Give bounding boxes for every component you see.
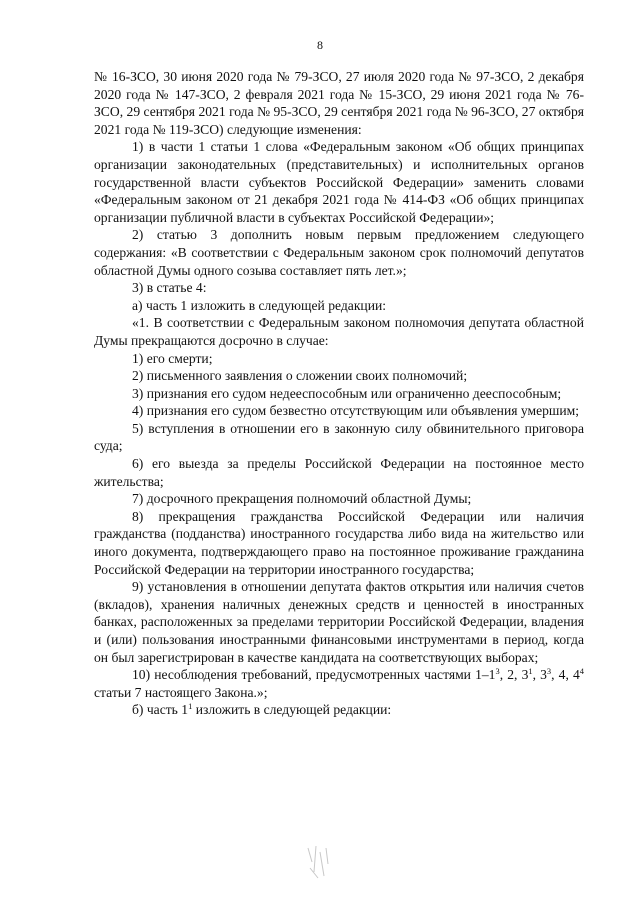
- superscript-1-b: 1: [188, 701, 193, 712]
- paragraph-case-1: 1) его смерти;: [132, 350, 213, 366]
- paragraph-item-1: 1) в части 1 статьи 1 слова «Федеральным законом «Об общих принципах организации законодательных (представительных) и исполнительных органов государственной власти субъектов Российской Федерации» заменить словами «Федеральным законом от 21 декабря 2021 года № 414-ФЗ «Об общих принципах организации публичной власти в субъектах Российской Федерации»;: [94, 139, 584, 225]
- paragraph-continuation: № 16-ЗСО, 30 июня 2020 года № 79-ЗСО, 27 июля 2020 года № 97-ЗСО, 2 декабря 2020 года № 147-ЗСО, 2 февраля 2021 года № 15-ЗСО, 29 июня 2021 года № 76-ЗСО, 29 сентября 2021 года № 95-ЗСО, 29 сентября 2021 года № 96-ЗСО, 27 октября 2021 года № 119-ЗСО) следующие изменения:: [94, 69, 584, 137]
- superscript-4: 4: [579, 666, 584, 677]
- case-10-mid-c: , 4, 4: [551, 667, 580, 683]
- paragraph-case-10: [94, 666, 584, 701]
- faint-scan-mark: [302, 842, 338, 882]
- paragraph-case-6: 6) его выезда за пределы Российской Федерации на постоянное место жительства;: [94, 456, 584, 489]
- paragraph-case-3: 3) признания его судом недееспособным или ограниченно дееспособным;: [132, 385, 562, 401]
- paragraph-item-3: 3) в статье 4:: [132, 280, 207, 296]
- paragraph-case-7: 7) досрочного прекращения полномочий областной Думы;: [132, 491, 472, 507]
- paragraph-case-2: 2) письменного заявления о сложении своих полномочий;: [132, 368, 468, 384]
- case-10-mid-b: , 3: [532, 667, 547, 683]
- superscript-3b: 3: [546, 666, 552, 677]
- page-number: 8: [317, 38, 323, 52]
- case-10-prefix: 10) несоблюдения требований, предусмотренных частями 1–1: [132, 667, 496, 683]
- paragraph-case-4: 4) признания его судом безвестно отсутствующим или объявления умершим;: [132, 403, 580, 419]
- paragraph-item-b: [94, 701, 584, 719]
- paragraph-item-2: 2) статью 3 дополнить новым первым предложением следующего содержания: «В соответствии с Федеральным законом срок полномочий депутатов областной Думы одного созыва составляет пять лет.»;: [94, 227, 584, 278]
- paragraph-case-9: 9) установления в отношении депутата фактов открытия или наличия счетов (вкладов), хранения наличных денежных средств и ценностей в иностранных банках, расположенных за пределами территории Российской Федерации, владения и (или) пользования иностранными финансовыми инструментами в период, когда он был зарегистрирован в качестве кандидата на соответствующих выборах;: [94, 579, 584, 665]
- item-b-suffix: изложить в следующей редакции:: [192, 702, 392, 718]
- paragraph-case-5: 5) вступления в отношении его в законную силу обвинительного приговора суда;: [94, 420, 584, 454]
- item-b-prefix: б) часть 1: [132, 702, 189, 718]
- paragraph-item-a: а) часть 1 изложить в следующей редакции:: [132, 297, 387, 313]
- paragraph-case-8: 8) прекращения гражданства Российской Федерации или наличия гражданства (подданства) иностранного государства либо вида на жительство или иного документа, подтверждающего право на постоянное проживание гражданина Российской Федерации на территории иностранного государства;: [94, 508, 584, 577]
- superscript-3a: 3: [495, 666, 500, 677]
- case-10-suffix: статьи 7 настоящего Закона.»;: [94, 684, 268, 700]
- document-body: [94, 68, 584, 719]
- case-10-mid-a: , 2, 3: [499, 667, 529, 683]
- superscript-1: 1: [528, 666, 533, 677]
- paragraph-part-1: «1. В соответствии с Федеральным законом полномочия депутата областной Думы прекращаются досрочно в случае:: [94, 315, 584, 348]
